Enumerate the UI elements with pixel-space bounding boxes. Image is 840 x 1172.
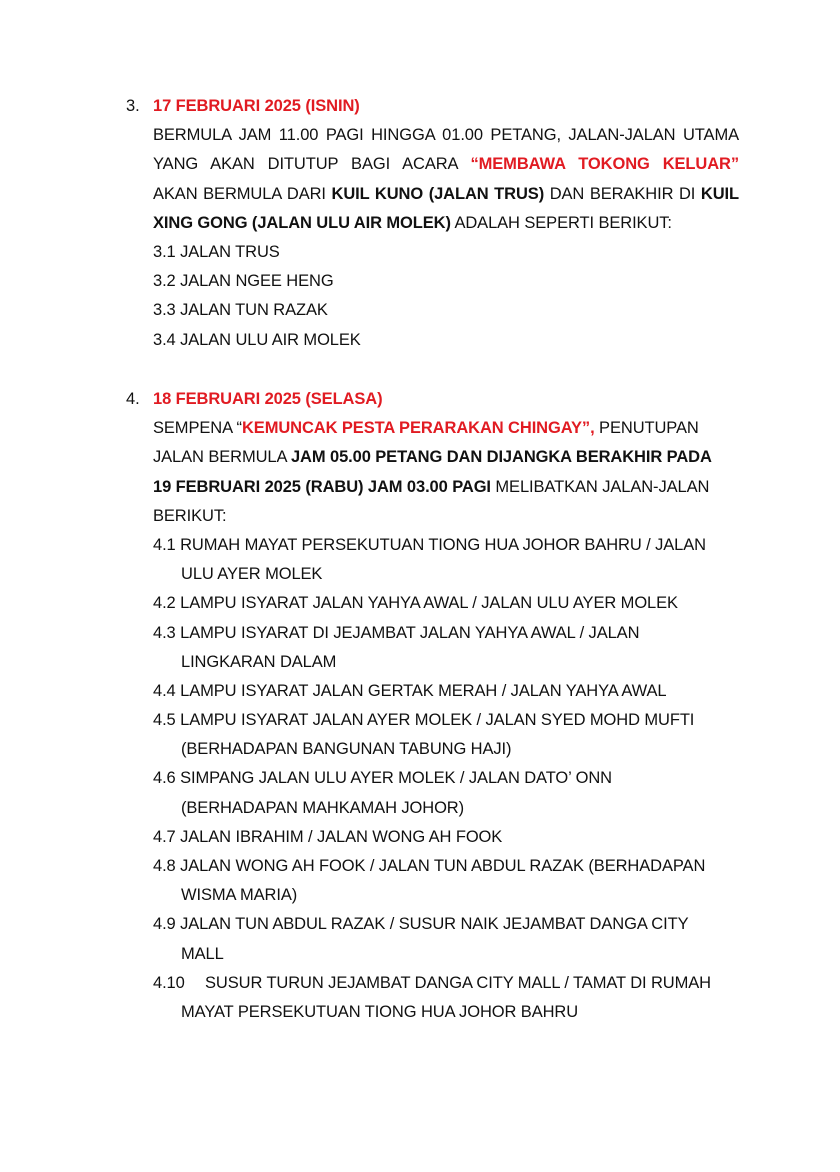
list-item-line: 4.6 SIMPANG JALAN ULU AYER MOLEK / JALAN DATO’ ONN bbox=[153, 769, 612, 788]
closure-end-time: 19 FEBRUARI 2025 (RABU) JAM 03.00 PAGI bbox=[153, 477, 491, 496]
para-text: MELIBATKAN JALAN-JALAN bbox=[490, 477, 710, 496]
list-item-line: 4.4 LAMPU ISYARAT JALAN GERTAK MERAH / JALAN YAHYA AWAL bbox=[153, 681, 667, 700]
section-4-para-line-3 bbox=[153, 473, 739, 502]
list-item-line: MAYAT PERSEKUTUAN TIONG HUA JOHOR BAHRU bbox=[181, 1002, 579, 1021]
event-name: KEMUNCAK PESTA PERARAKAN CHINGAY”, bbox=[241, 419, 595, 438]
list-item bbox=[153, 531, 739, 589]
para-text: BERMULA JAM 11.00 PAGI HINGGA 01.00 PETANG, JALAN-JALAN UTAMA bbox=[153, 126, 739, 145]
list-item bbox=[153, 619, 739, 677]
list-item bbox=[153, 677, 739, 706]
list-item: 3.1 JALAN TRUS bbox=[153, 242, 280, 261]
section-3-para-line-1 bbox=[153, 121, 739, 150]
section-4-para-line-2 bbox=[153, 443, 739, 472]
list-item-number: 4.10 bbox=[153, 973, 185, 992]
section-4-number: 4. bbox=[126, 390, 140, 408]
list-item-line: ULU AYER MOLEK bbox=[181, 565, 323, 584]
list-item-line: 4.9 JALAN TUN ABDUL RAZAK / SUSUR NAIK JEJAMBAT DANGA CITY bbox=[153, 915, 689, 934]
list-item bbox=[153, 910, 739, 968]
start-location: KUIL KUNO (JALAN TRUS) bbox=[331, 184, 545, 203]
para-text: DAN BERAKHIR DI bbox=[544, 184, 701, 203]
list-item-line: LINGKARAN DALAM bbox=[181, 652, 337, 671]
list-item bbox=[153, 589, 739, 618]
list-item bbox=[153, 706, 739, 764]
section-3-para-line-3 bbox=[153, 180, 739, 209]
section-4-content bbox=[153, 385, 739, 1027]
list-item-line: 4.3 LAMPU ISYARAT DI JEJAMBAT JALAN YAHYA AWAL / JALAN bbox=[153, 623, 640, 642]
section-4-heading: 18 FEBRUARI 2025 (SELASA) bbox=[153, 390, 383, 408]
list-item bbox=[153, 852, 739, 910]
para-text: PENUTUPAN bbox=[594, 419, 699, 438]
section-4-para-line-4: BERIKUT: bbox=[153, 506, 227, 525]
list-item-line: 4.1 RUMAH MAYAT PERSEKUTUAN TIONG HUA JOHOR BAHRU / JALAN bbox=[153, 535, 706, 554]
list-item-line bbox=[153, 969, 739, 998]
list-item-line: 4.2 LAMPU ISYARAT JALAN YAHYA AWAL / JALAN ULU AYER MOLEK bbox=[153, 594, 678, 613]
list-item-text: SUSUR TURUN JEJAMBAT DANGA CITY MALL / TAMAT DI RUMAH bbox=[205, 973, 711, 992]
section-3-heading: 17 FEBRUARI 2025 (ISNIN) bbox=[153, 97, 360, 115]
list-item: 3.2 JALAN NGEE HENG bbox=[153, 272, 334, 291]
section-3-content bbox=[153, 92, 739, 355]
para-text: YANG AKAN DITUTUP BAGI ACARA bbox=[153, 155, 471, 174]
list-item-line: 4.8 JALAN WONG AH FOOK / JALAN TUN ABDUL RAZAK (BERHADAPAN bbox=[153, 857, 706, 875]
para-text: SEMPENA “ bbox=[153, 419, 242, 438]
list-item bbox=[153, 969, 739, 1027]
para-text: ADALAH SEPERTI BERIKUT: bbox=[450, 213, 672, 232]
section-3-para-line-4 bbox=[153, 209, 739, 238]
para-text: JALAN BERMULA bbox=[153, 448, 291, 467]
list-item bbox=[153, 764, 739, 822]
end-location: XING GONG (JALAN ULU AIR MOLEK) bbox=[153, 213, 451, 232]
list-item-line: MALL bbox=[181, 944, 224, 963]
list-item: 3.3 JALAN TUN RAZAK bbox=[153, 301, 328, 320]
closure-time: JAM 05.00 PETANG DAN DIJANGKA BERAKHIR PADA bbox=[290, 448, 712, 467]
event-name: “MEMBAWA TOKONG KELUAR” bbox=[470, 155, 739, 174]
list-item-line: (BERHADAPAN BANGUNAN TABUNG HAJI) bbox=[181, 740, 512, 759]
section-4-para-line-1 bbox=[153, 414, 739, 443]
end-location-part: KUIL bbox=[700, 184, 740, 203]
para-text: AKAN BERMULA DARI bbox=[153, 184, 332, 203]
list-item-line: 4.5 LAMPU ISYARAT JALAN AYER MOLEK / JALAN SYED MOHD MUFTI bbox=[153, 711, 695, 730]
section-3-number: 3. bbox=[126, 97, 140, 115]
list-item-line: (BERHADAPAN MAHKAMAH JOHOR) bbox=[181, 798, 465, 817]
list-item: 3.4 JALAN ULU AIR MOLEK bbox=[153, 330, 361, 349]
list-item bbox=[153, 823, 739, 852]
section-3-para-line-2 bbox=[153, 150, 739, 179]
list-item-line: 4.7 JALAN IBRAHIM / JALAN WONG AH FOOK bbox=[153, 827, 503, 846]
list-item-line: WISMA MARIA) bbox=[181, 886, 298, 905]
